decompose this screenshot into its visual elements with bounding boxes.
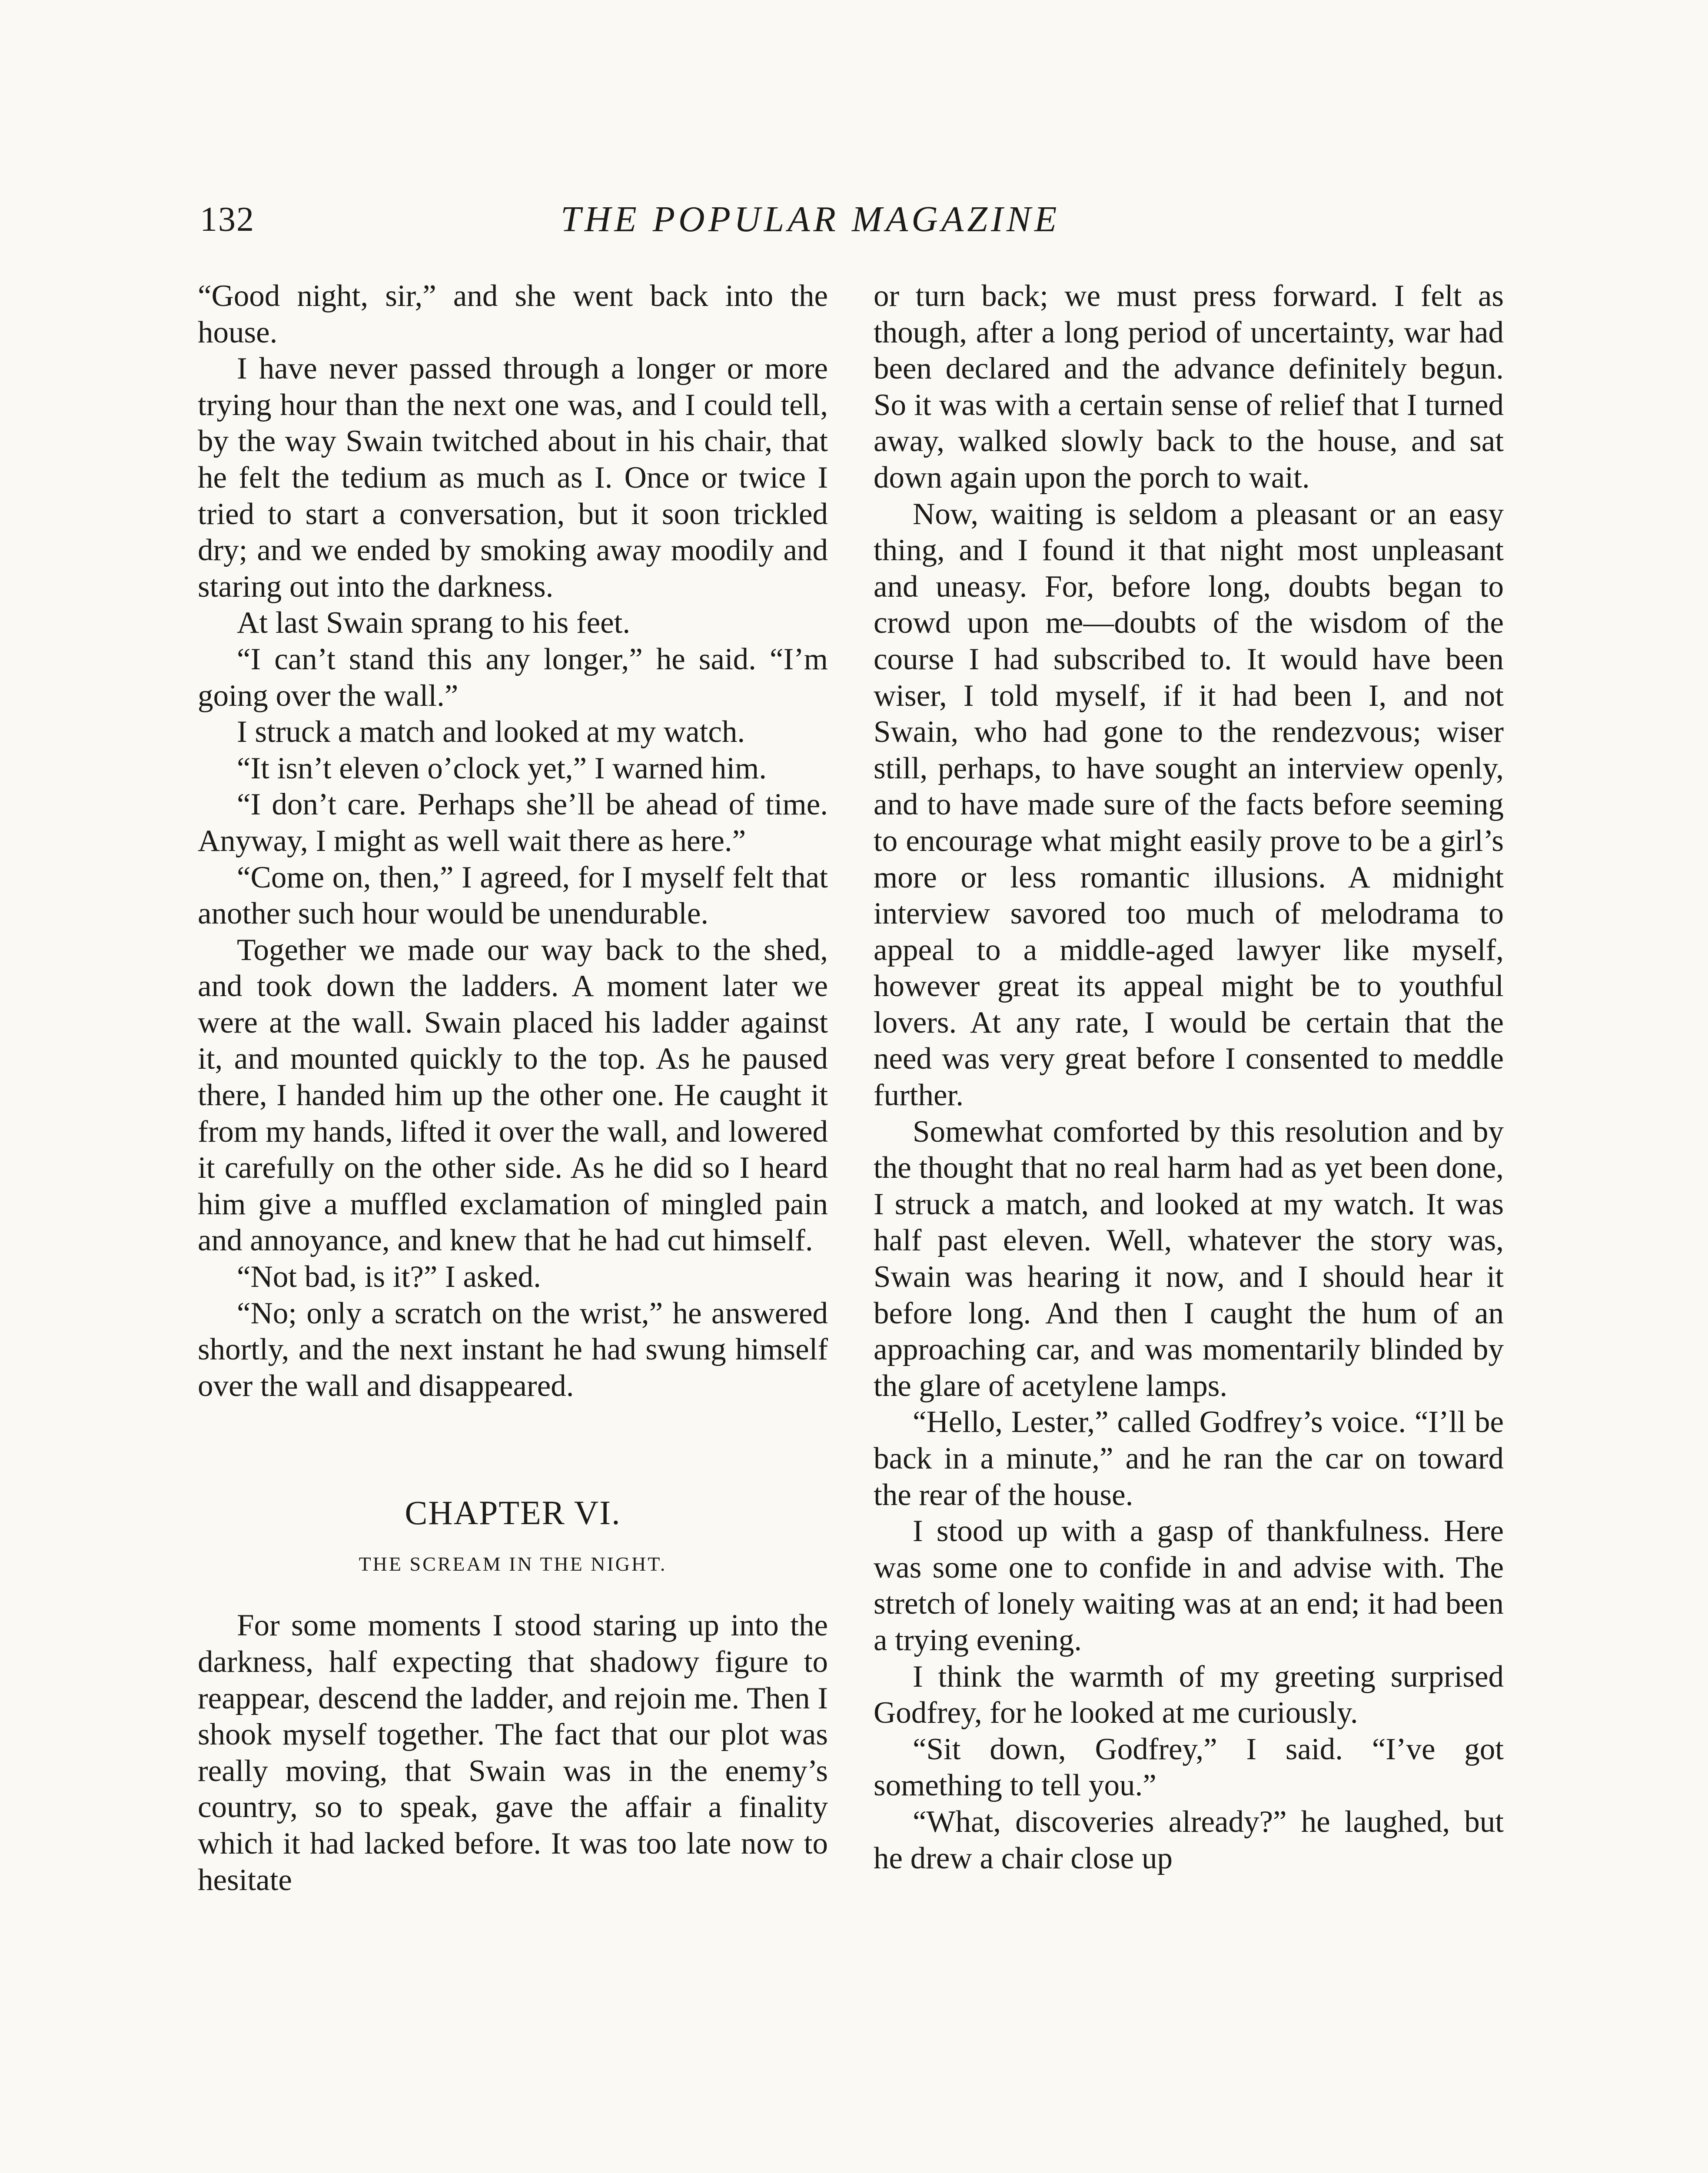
right-column xyxy=(874,278,1504,1877)
paragraph: “Come on, then,” I agreed, for I myself felt that another such hour would be unendurable. xyxy=(198,860,828,931)
paragraph: “I can’t stand this any longer,” he said. “I’m going over the wall.” xyxy=(198,642,828,713)
paragraph: “What, discoveries already?” he laughed, but he drew a chair close up xyxy=(874,1804,1504,1875)
paragraph: “I don’t care. Perhaps she’ll be ahead of time. Anyway, I might as well wait there as here.” xyxy=(198,787,828,858)
chapter-heading: CHAPTER VI. xyxy=(405,1494,621,1532)
chapter-subtitle: THE SCREAM IN THE NIGHT. xyxy=(359,1553,667,1575)
page-number: 132 xyxy=(200,200,255,239)
paragraph: I struck a match and looked at my watch. xyxy=(237,715,745,749)
paragraph: “Good night, sir,” and she went back into the house. xyxy=(198,279,828,349)
paragraph: For some moments I stood staring up into the darkness, half expecting that shadowy figure to reappear, descend the ladder, and rejoin me. Then I shook myself together. The fact that our plot was really moving, that Swain was in the enemy’s country, so to speak, gave the affair a finality which it had lacked before. It was too late now to hesitate xyxy=(198,1608,828,1897)
paragraph: Together we made our way back to the shed, and took down the ladders. A moment later we were at the wall. Swain placed his ladder against it, and mounted quickly to the top. As he paused there, I handed him up the other one. He caught it from my hands, lifted it over the wall, and lowered it carefully on the other side. As he did so I heard him give a muffled exclamation of mingled pain and annoyance, and knew that he had cut himself. xyxy=(198,933,828,1258)
paragraph: I have never passed through a longer or more trying hour than the next one was, and I could tell, by the way Swain twitched about in his chair, that he felt the tedium as much as I. Once or twice I tried to start a conversation, but it soon trickled dry; and we ended by smoking away moodily and staring out into the darkness. xyxy=(198,352,828,604)
paragraph: or turn back; we must press forward. I felt as though, after a long period of uncertainty, war had been declared and the advance definitely begun. So it was with a certain sense of relief that I turned away, walked slowly back to the house, and sat down again upon the porch to wait. xyxy=(874,279,1504,495)
paragraph: “Sit down, Godfrey,” I said. “I’ve got something to tell you.” xyxy=(874,1732,1504,1803)
left-column xyxy=(198,278,828,1898)
paragraph: I think the warmth of my greeting surprised Godfrey, for he looked at me curiously. xyxy=(874,1659,1504,1730)
paragraph: “Hello, Lester,” called Godfrey’s voice. “I’ll be back in a minute,” and he ran the car on toward the rear of the house. xyxy=(874,1405,1504,1512)
paragraph: I stood up with a gasp of thankfulness. Here was some one to confide in and advise with. The stretch of lonely waiting was at an end; it had been a trying evening. xyxy=(874,1514,1504,1657)
paragraph: Now, waiting is seldom a pleasant or an easy thing, and I found it that night most unpleasant and uneasy. For, before long, doubts began to crowd upon me—doubts of the wisdom of the course I had subscribed to. It would have been wiser, I told myself, if it had been I, and not Swain, who had gone to the rendezvous; wiser still, perhaps, to have sought an interview openly, and to have made sure of the facts before seeming to encourage what might easily prove to be a girl’s more or less romantic illusions. A midnight interview savored too much of melodrama to appeal to a middle-aged lawyer like myself, however great its appeal might be to youthful lovers. At any rate, I would be certain that the need was very great before I consented to meddle further. xyxy=(874,497,1504,1113)
running-head-magazine-title: THE POPULAR MAGAZINE xyxy=(561,199,1060,239)
paragraph: Somewhat comforted by this resolution and by the thought that no real harm had as yet been done, I struck a match, and looked at my watch. It was half past eleven. Well, whatever the story was, Swain was hearing it now, and I should hear it before long. And then I caught the hum of an approaching car, and was momentarily blinded by the glare of acetylene lamps. xyxy=(874,1114,1504,1403)
paragraph: “It isn’t eleven o’clock yet,” I warned him. xyxy=(237,751,767,785)
paragraph: At last Swain sprang to his feet. xyxy=(237,606,631,640)
paragraph: “Not bad, is it?” I asked. xyxy=(237,1260,541,1294)
paragraph: “No; only a scratch on the wrist,” he answered shortly, and the next instant he had swung himself over the wall and disappeared. xyxy=(198,1296,828,1403)
